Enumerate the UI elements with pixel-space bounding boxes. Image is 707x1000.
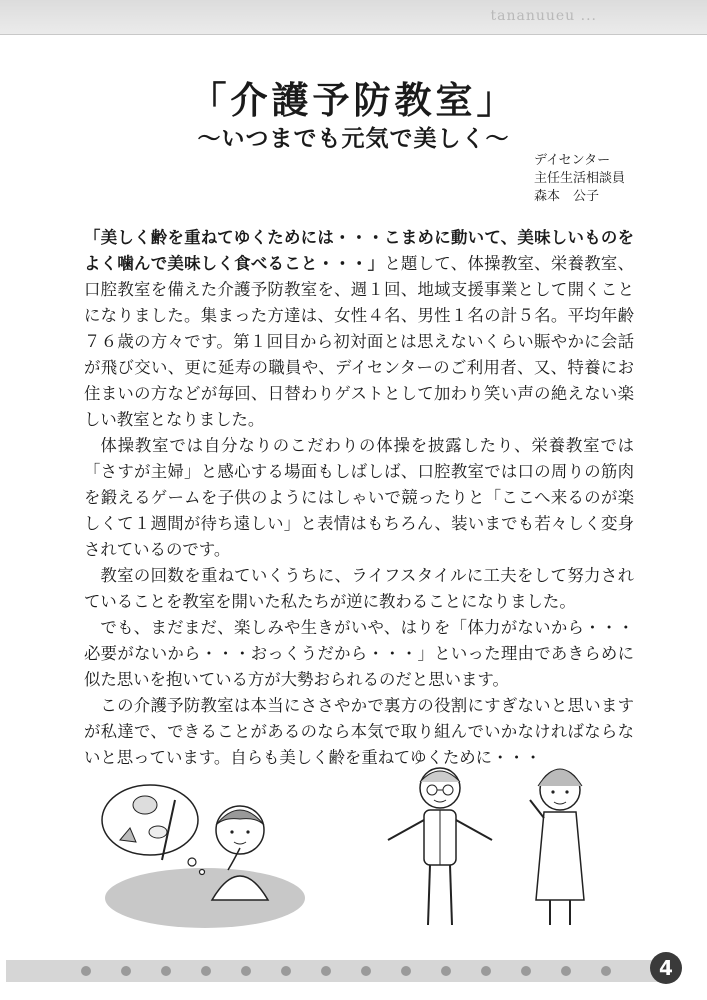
author-name: 森本 公子 (533, 189, 599, 204)
author-block (534, 152, 625, 206)
page-number: 4 (650, 952, 682, 984)
paragraph-1-text: と題して、体操教室、栄養教室、口腔教室を備えた介護予防教室を、週１回、地域支援事業として開くことになりました。集まった方達は、女性４名、男性１名の計５名。平均年齢７６歳の方々です。第１回目から初対面とは思えないくらい賑やかに会話が飛び交い、更に延寿の職員や、デイセンターのご利用者、又、特養にお住まいの方などが毎回、日替わりゲストとして加わり笑い声の絶えない楽しい教室となりました。 (84, 254, 635, 429)
author-department: デイセンター (533, 153, 611, 168)
woman-thinking-food-illustration (100, 770, 310, 930)
elderly-couple-illustration (380, 760, 610, 940)
author-position: 主任生活相談員 (533, 171, 625, 186)
paragraph-5: この介護予防教室は本当にささやかで裏方の役割にすぎないと思いますが私達で、できることがあるのなら本気で取り組んでいかなければならないと思っています。自らも美しく齢を重ねてゆくために・・・ (84, 696, 634, 767)
article-body (84, 225, 634, 771)
paragraph-2: 体操教室では自分なりのこだわりの体操を披露したり、栄養教室では「さすが主婦」と感心する場面もしばしば、口腔教室では口の周りの筋肉を鍛えるゲームを子供のようにはしゃいで競ったりと「ここへ来るのが楽しくて１週間が待ち遠しい」と表情はもちろん、装いまでも若々しく変身されているのです。 (84, 436, 634, 559)
header-band (0, 0, 707, 35)
paragraph-3: 教室の回数を重ねていくうちに、ライフスタイルに工夫をして努力されていることを教室を開いた私たちが逆に教わることになりました。 (84, 566, 634, 611)
paragraph-1 (84, 225, 634, 433)
lead-quote: 「美しく齢を重ねてゆくためには・・・こまめに動いて、美味しいものをよく噛んで美味しく食べること・・・」 (84, 228, 634, 273)
paragraph-4: でも、まだまだ、楽しみや生きがいや、はりを「体力がないから・・・必要がないから・・・おっくうだから・・・」といった理由であきらめに似た思いを抱いている方が大勢おられるのだと思います。 (84, 618, 634, 689)
footer-decorative-band (6, 960, 666, 982)
header-band-text: tananuueu ... (490, 8, 597, 24)
leaf-pattern-icon (6, 960, 666, 982)
page-title: 「介護予防教室」 (189, 79, 518, 122)
page-subtitle: 〜いつまでも元気で美しく〜 (197, 126, 510, 152)
